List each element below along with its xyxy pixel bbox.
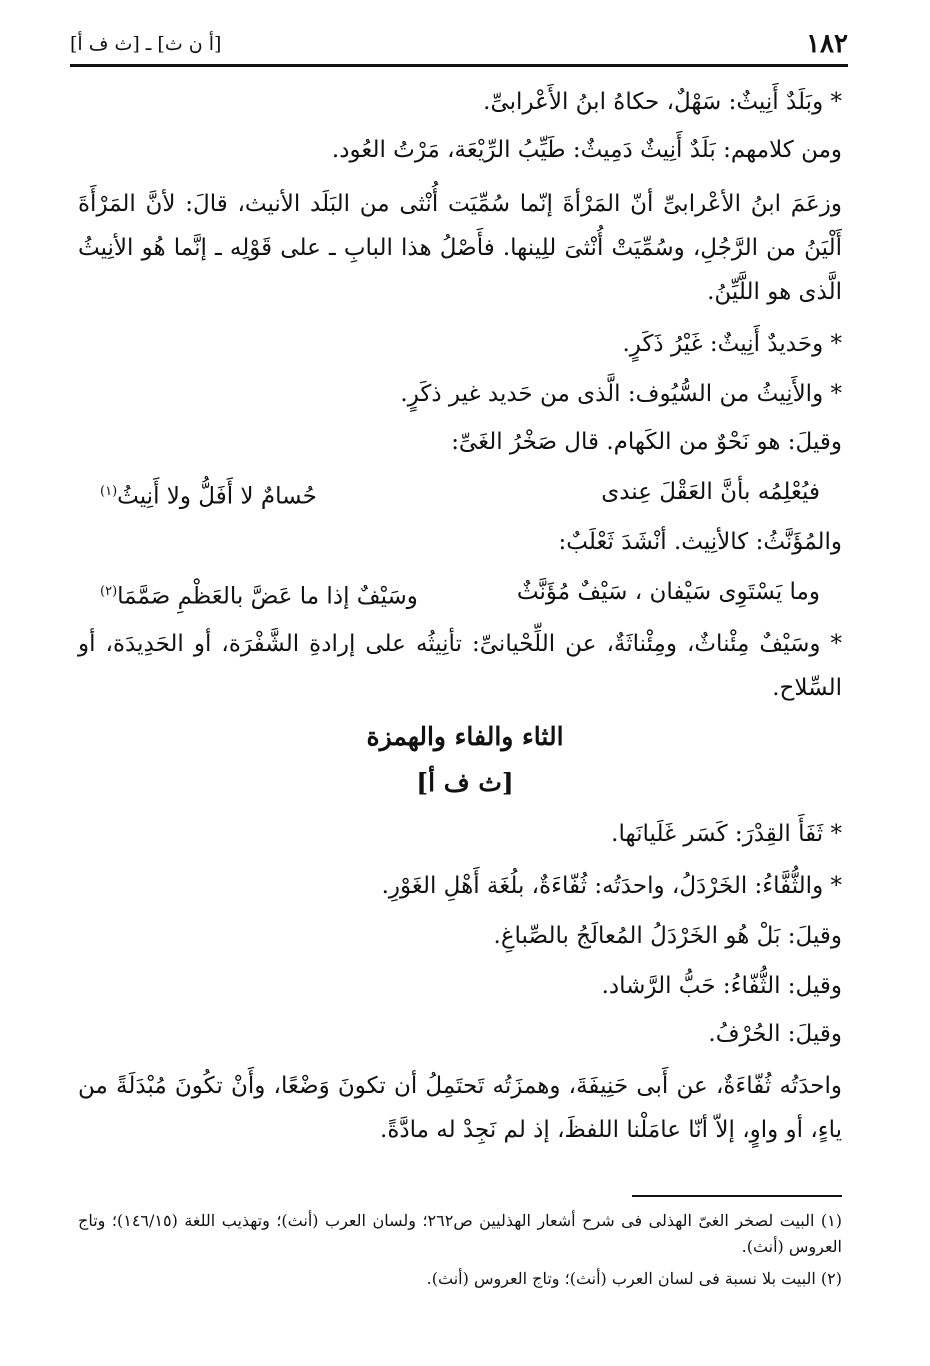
verse-line xyxy=(100,572,820,617)
verse-hemistich-right: فيُعْلِمُه بأنَّ العَقْلَ عِندى xyxy=(601,479,820,505)
body-paragraph: * وبَلَدٌ أَنِيثٌ: سَهْلٌ، حكاهُ ابنُ الأَعْرابىِّ. xyxy=(483,89,842,115)
verse-hemistich-left xyxy=(100,472,317,517)
body-paragraph: وقيلَ: هو نَحْوٌ من الكَهام. قال صَخْرُ الغَىِّ: xyxy=(451,429,842,455)
page-number: ١٨٢ xyxy=(806,29,848,59)
verse-line xyxy=(100,472,820,517)
body-paragraph: وقيلَ: بَلْ هُو الخَرْدَلُ المُعالَجُ بالصِّباغِ. xyxy=(493,923,842,949)
verse-hemistich-right: وما يَسْتَوِى سَيْفان ، سَيْفٌ مُؤَنَّثٌ xyxy=(516,579,820,605)
body-paragraph: وقيل: الثُّفّاءُ: حَبُّ الرَّشاد. xyxy=(601,973,842,999)
section-title: الثاء والفاء والهمزة xyxy=(366,722,564,751)
body-paragraph: * وسَيْفٌ مِئْناثٌ، ومِئْناثَةٌ، عن اللِّحْيانىِّ: تأنِيثُه على إرادةِ الشَّفْرَة، أو الحَدِيدَة، أو السِّلاح. xyxy=(78,631,842,701)
body-paragraph: * وحَديدٌ أَنِيثٌ: غَيْرُ ذَكَرٍ. xyxy=(622,331,842,357)
body-paragraph: ومن كلامهم: بَلَدٌ أَنِيثٌ دَمِيثٌ: طَيِّبُ الرِّيْعَة، مَرْتُ العُود. xyxy=(331,137,842,163)
body-paragraph: * والأَنِيثُ من السُّيُوف: الَّذى من حَديد غير ذكَرٍ. xyxy=(400,381,842,407)
body-paragraph: * ثَفَأَ القِدْرَ: كَسَر غَلَيانَها. xyxy=(611,821,842,847)
footnote-marker: (٢) xyxy=(100,584,118,599)
body-paragraph: واحدَتُه ثُفّاءَةٌ، عن أَبى حَنِيفَةَ، وهمزَتُه تَحتَمِلُ أن تكونَ وَضْعًا، وأَنْ تكُونَ مُبْدَلَةً من ياءٍ، أو واوٍ، إلاّ أنّا عامَلْنا اللفظَ، إذ لم نَجِدْ له مادَّةً. xyxy=(78,1073,842,1143)
verse-hemistich-text: حُسامٌ لا أَفَلُّ ولا أَنِيثُ xyxy=(117,483,317,510)
body-paragraph: * والثُّفَّاءُ: الخَرْدَلُ، واحدَتُه: ثُفّاءَةٌ، بلُغَة أَهْلِ الغَوْرِ. xyxy=(381,873,842,899)
footnote-marker: (١) xyxy=(100,484,118,499)
footnote: (١) البيت لصخر الغىّ الهذلى فى شرح أشعار الهذليين ص٢٦٢؛ ولسان العرب (أنث)؛ وتهذيب اللغة (١٤٦/١٥)؛ وتاج العروس (أنث). xyxy=(78,1211,843,1256)
footnote-divider xyxy=(632,1195,842,1197)
verse-hemistich-left xyxy=(100,572,418,617)
body-paragraph: والمُؤَنَّثُ: كالأنِيث. أنْشَدَ ثَعْلَبٌ: xyxy=(558,529,842,555)
running-head: [أ ن ث] ـ [ث ف أ] xyxy=(70,33,222,55)
footnote: (٢) البيت بلا نسبة فى لسان العرب (أنث)؛ وتاج العروس (أنث). xyxy=(426,1269,842,1288)
body-paragraph: وزعَمَ ابنُ الأعْرابىِّ أنّ المَرْأةَ إنّما سُمِّيَت أُنْثى من البَلَد الأنيث، قالَ: لأنَّ المَرْأَةَ أَلْيَنُ من الرَّجُلِ، وسُمِّيَتْ أُنْثىَ للِينها. فأَصْلُ هذا البابِ ـ على قَوْلِه ـ إنَّما هُو الأنِيثُ الَّذى هو اللَّيِّنُ. xyxy=(78,191,842,305)
verse-hemistich-text: وسَيْفٌ إذا ما عَضَّ بالعَظْمِ صَمَّمَا xyxy=(117,583,418,610)
root-title: [ث ف أ] xyxy=(416,768,514,797)
body-paragraph: وقيلَ: الحُرْفُ. xyxy=(708,1021,842,1047)
page-header xyxy=(70,24,848,67)
